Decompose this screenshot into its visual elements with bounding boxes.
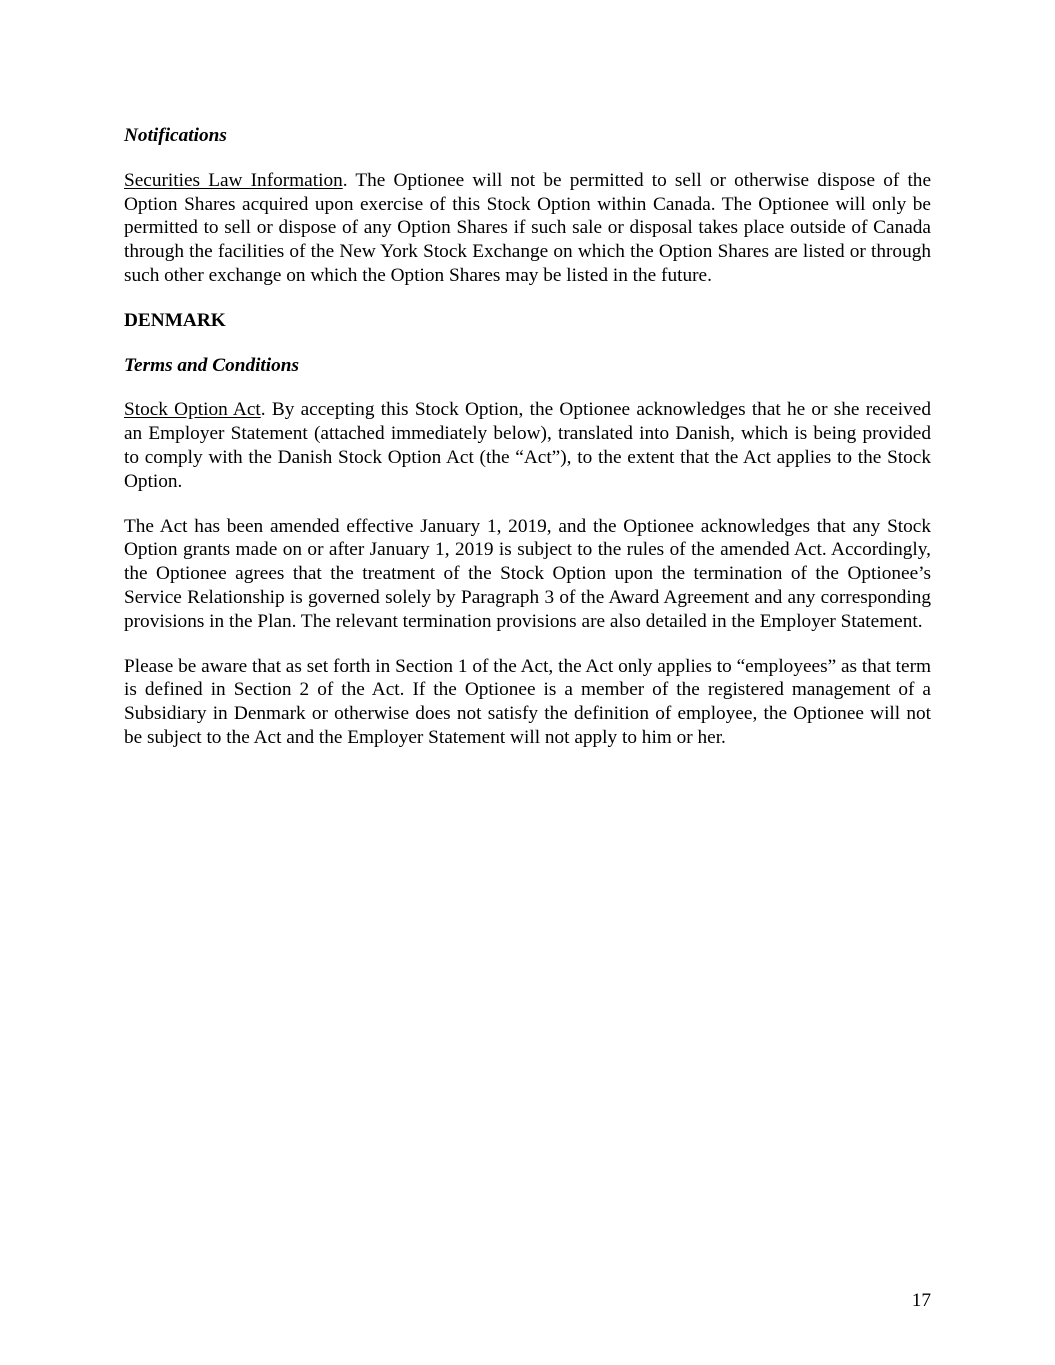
notifications-heading: Notifications [124,125,227,146]
securities-law-text: . The Optionee will not be permitted to sell or otherwise dispose of the Option Shares acquired upon exercise of this Stock Option within Canada. The Optionee will only be permitted to sell or dispose of any Option Shares if such sale or disposal takes place outside of Canada through the facilities of the New York Stock Exchange on which the Option Shares are listed or through such other exchange on which the Option Shares may be listed in the future. [124,169,932,286]
country-heading: DENMARK [124,309,226,331]
document-body [124,124,931,771]
page-number: 17 [911,1290,931,1311]
stock-option-act-text: . By accepting this Stock Option, the Optionee acknowledges that he or she received an Employer Statement (attached immediately below), translated into Danish, which is being provided to comply with the Danish Stock Option Act (the “Act”), to the extent that the Act applies to the Stock Option. [124,399,931,492]
securities-law-paragraph [124,169,931,288]
amendment-paragraph: The Act has been amended effective January 1, 2019, and the Optionee acknowledges that any Stock Option grants made on or after January 1, 2019 is subject to the rules of the amended Act. Accordingly, the Optionee agrees that the treatment of the Stock Option upon the termination of the Optionee’s Service Relationship is governed solely by Paragraph 3 of the Award Agreement and any corresponding provisions in the Plan. The relevant termination provisions are also detailed in the Employer Statement. [124,515,931,632]
stock-option-act-title: Stock Option Act [124,399,261,421]
terms-heading: Terms and Conditions [124,354,300,376]
securities-law-title: Securities Law Information [124,169,343,191]
stock-option-act-paragraph [124,398,931,493]
employees-paragraph: Please be aware that as set forth in Section 1 of the Act, the Act only applies to “employees” as that term is defined in Section 2 of the Act. If the Optionee is a member of the registered management of a Subsidiary in Denmark or otherwise does not satisfy the definition of employee, the Optionee will not be subject to the Act and the Employer Statement will not apply to him or her. [124,655,931,748]
